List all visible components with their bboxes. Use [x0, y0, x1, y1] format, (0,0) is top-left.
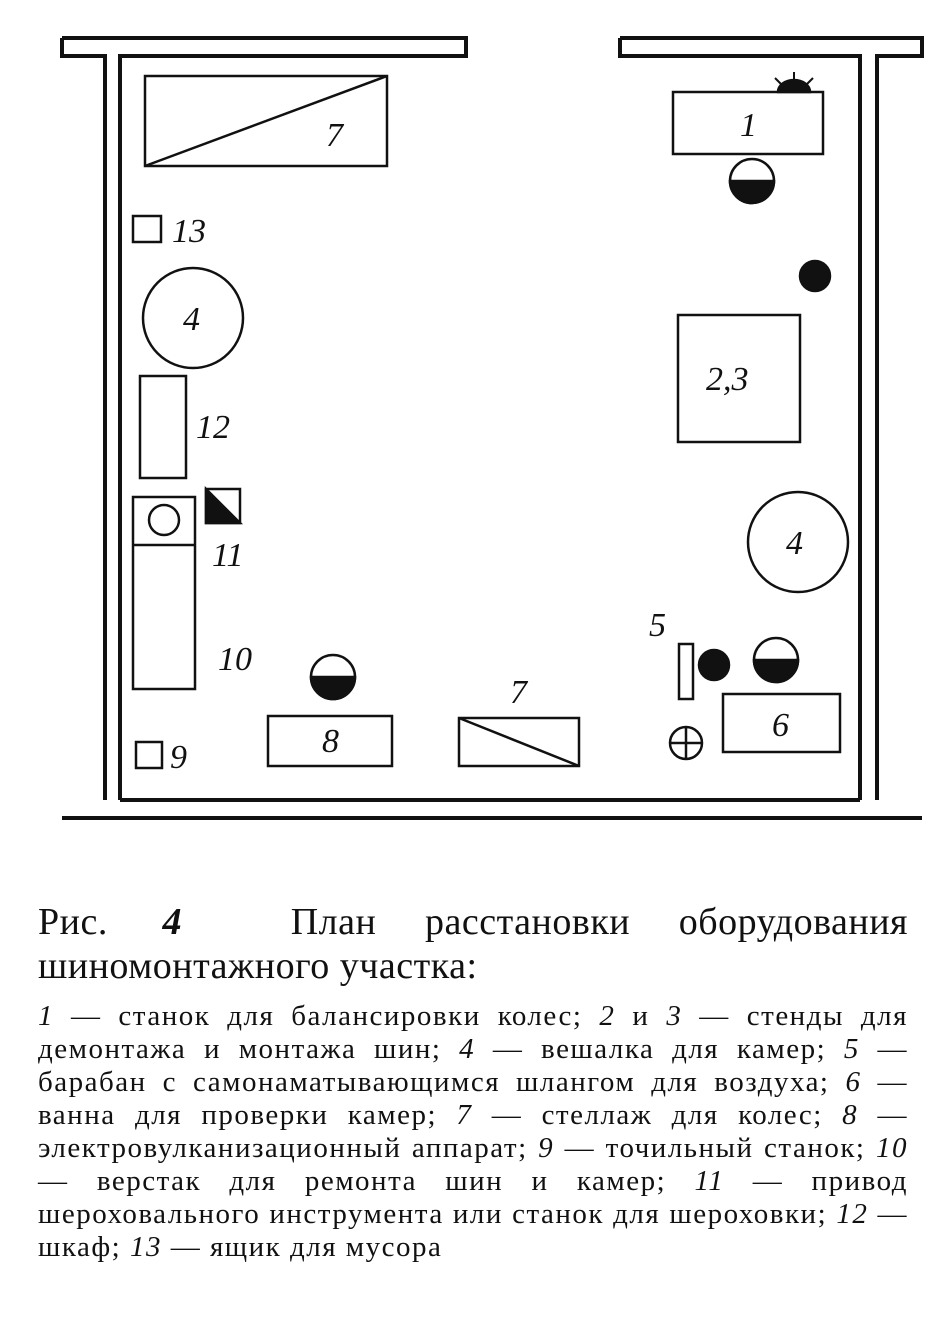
legend-text: — стеллаж для колес; [472, 1099, 843, 1131]
label-balancer: 1 [740, 107, 757, 144]
legend-number: 1 [38, 1000, 54, 1032]
label-rack-top: 7 [326, 117, 343, 154]
solid-dot-upper [800, 261, 830, 291]
legend-text: — ящик для мусора [161, 1231, 443, 1263]
legend-number: 7 [456, 1099, 473, 1131]
rougher-drive-shading [206, 489, 240, 523]
workbench [133, 497, 195, 689]
workbench-vise [149, 505, 179, 535]
label-bath: 6 [772, 707, 789, 744]
legend-number: 12 [836, 1198, 869, 1230]
label-vulcanizer: 8 [322, 723, 339, 760]
legend-number: 11 [694, 1165, 725, 1197]
label-rougher-drive: 11 [212, 537, 244, 574]
legend-number: 5 [843, 1033, 860, 1065]
label-hanger-right: 4 [786, 525, 803, 562]
wheel-rack-bottom-diagonal [459, 718, 579, 766]
legend-number: 6 [845, 1066, 862, 1098]
legend-text: — барабан с самонаматывающимся шлангом для воздуха; [38, 1033, 908, 1098]
legend-number: 3 [666, 1000, 683, 1032]
label-stands: 2,3 [706, 361, 749, 398]
caption-title-text: План расстановки оборудования шиномонтажного участка: [38, 901, 909, 987]
legend-text: — стенды для демонтажа и монтажа шин; [38, 1000, 908, 1065]
solid-dot-lower [699, 650, 729, 680]
top-wall-left [62, 38, 466, 800]
label-hose-reel: 5 [649, 607, 666, 644]
legend-text: — привод шероховального инструмента или станок для шероховки; [38, 1165, 909, 1230]
caption-title [38, 900, 908, 988]
caption-legend [38, 1000, 908, 1264]
label-rack-bottom: 7 [510, 674, 527, 711]
top-wall-right [620, 38, 922, 800]
cabinet [140, 376, 186, 478]
legend-text: и [615, 1000, 667, 1032]
legend-text: — верстак для ремонта шин и камер; [38, 1165, 695, 1197]
label-trash-box: 13 [172, 213, 206, 250]
label-cabinet: 12 [196, 409, 230, 446]
figure-caption [38, 900, 908, 1264]
legend-text: — шкаф; [38, 1198, 908, 1263]
legend-text: — вешалка для камер; [475, 1033, 844, 1065]
wheel-rack-top-diagonal [145, 76, 387, 166]
legend-number: 2 [599, 1000, 616, 1032]
operator-position-balancer [730, 159, 774, 203]
trash-box [133, 216, 161, 242]
operator-position-bath [754, 638, 798, 682]
legend-text: — электровулканизационный аппарат; [38, 1099, 909, 1164]
legend-number: 10 [876, 1132, 909, 1164]
legend-number: 13 [129, 1231, 162, 1263]
label-grinder: 9 [170, 739, 187, 776]
legend-number: 9 [538, 1132, 555, 1164]
operator-position-vulcanizer [311, 655, 355, 699]
legend-text: — станок для балансировки колес; [54, 1000, 600, 1032]
lamp-icon [778, 80, 810, 92]
label-workbench: 10 [218, 641, 252, 678]
caption-prefix: Рис. [38, 901, 108, 943]
grinding-machine [136, 742, 162, 768]
legend-number: 8 [842, 1099, 859, 1131]
caption-number: 4 [162, 901, 183, 943]
hose-reel [679, 644, 693, 699]
label-hanger-left: 4 [183, 301, 200, 338]
legend-text: — точильный станок; [554, 1132, 877, 1164]
legend-number: 4 [459, 1033, 476, 1065]
legend-text: — ванна для проверки камер; [38, 1066, 908, 1131]
